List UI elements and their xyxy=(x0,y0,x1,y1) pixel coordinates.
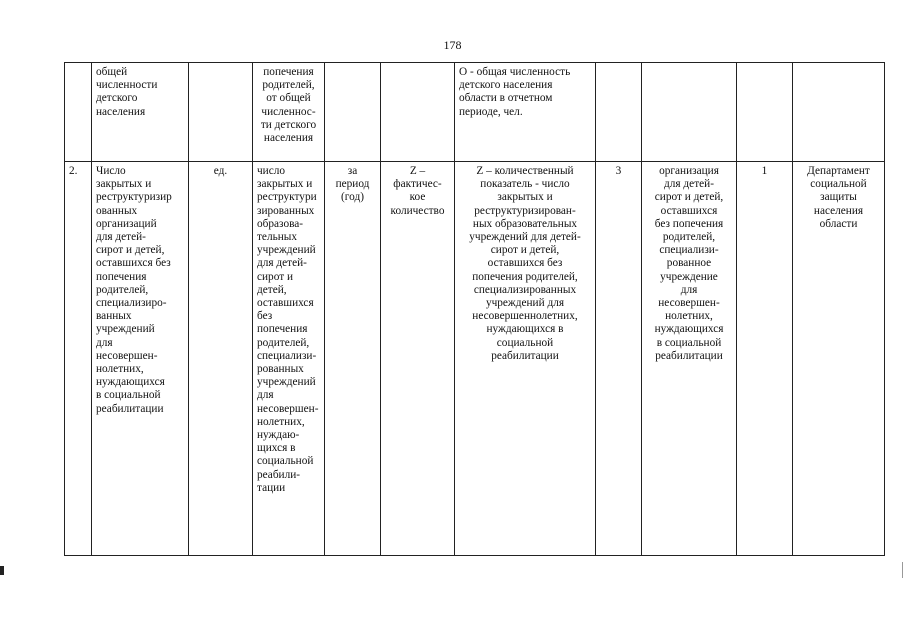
cell-number xyxy=(65,63,92,162)
cell-indicator-name: общей численности детского населения xyxy=(92,63,189,162)
cell-formula: Z – фактичес- кое количество xyxy=(381,162,455,556)
cell-formula xyxy=(381,63,455,162)
cell-definition: попечения родителей, от общей численнос- ти детского населения xyxy=(253,63,325,162)
cell-unit: ед. xyxy=(189,162,253,556)
cell-number: 2. xyxy=(65,162,92,556)
indicator-table xyxy=(64,62,885,556)
table-row xyxy=(65,63,885,162)
cell-responsible xyxy=(793,63,885,162)
cell-basic-indicators: Z – количественный показатель - число закрытых и реструктуризирован- ных образовательных учреждений для детей- сирот и детей, оставшихся без попечения родителей, специализированных учреждений для несовершеннолетних, нуждающихся в социальной реабилитации xyxy=(455,162,596,556)
cell-responsible: Департамент социальной защиты населения области xyxy=(793,162,885,556)
cell-basic-indicators: О - общая численность детского населения области в отчетном периоде, чел. xyxy=(455,63,596,162)
cell-method xyxy=(596,63,642,162)
scan-edge-mark xyxy=(902,562,903,578)
cell-coverage xyxy=(737,63,793,162)
scan-edge-mark xyxy=(0,566,4,575)
cell-coverage: 1 xyxy=(737,162,793,556)
cell-object xyxy=(642,63,737,162)
cell-definition: число закрытых и реструктури зированных образова- тельных учреждений для детей- сирот и детей, оставшихся без попечения родителей, специализи- рованных учреждений для несовершен- нолетних, нуждаю- щихся в социальной реабили- тации xyxy=(253,162,325,556)
page-number: 178 xyxy=(443,38,462,52)
table-row xyxy=(65,162,885,556)
cell-object: организация для детей- сирот и детей, оставшихся без попечения родителей, специализи- рованное учреждение для несовершен- нолетних, нуждающихся в социальной реабилитации xyxy=(642,162,737,556)
cell-period: за период (год) xyxy=(325,162,381,556)
cell-period xyxy=(325,63,381,162)
cell-unit xyxy=(189,63,253,162)
cell-method: 3 xyxy=(596,162,642,556)
cell-indicator-name: Число закрытых и реструктуризир ованных организаций для детей- сирот и детей, оставшихся без попечения родителей, специализиро- ванных учреждений для несовершен- нолетних, нуждающихся в социальной реабилитации xyxy=(92,162,189,556)
